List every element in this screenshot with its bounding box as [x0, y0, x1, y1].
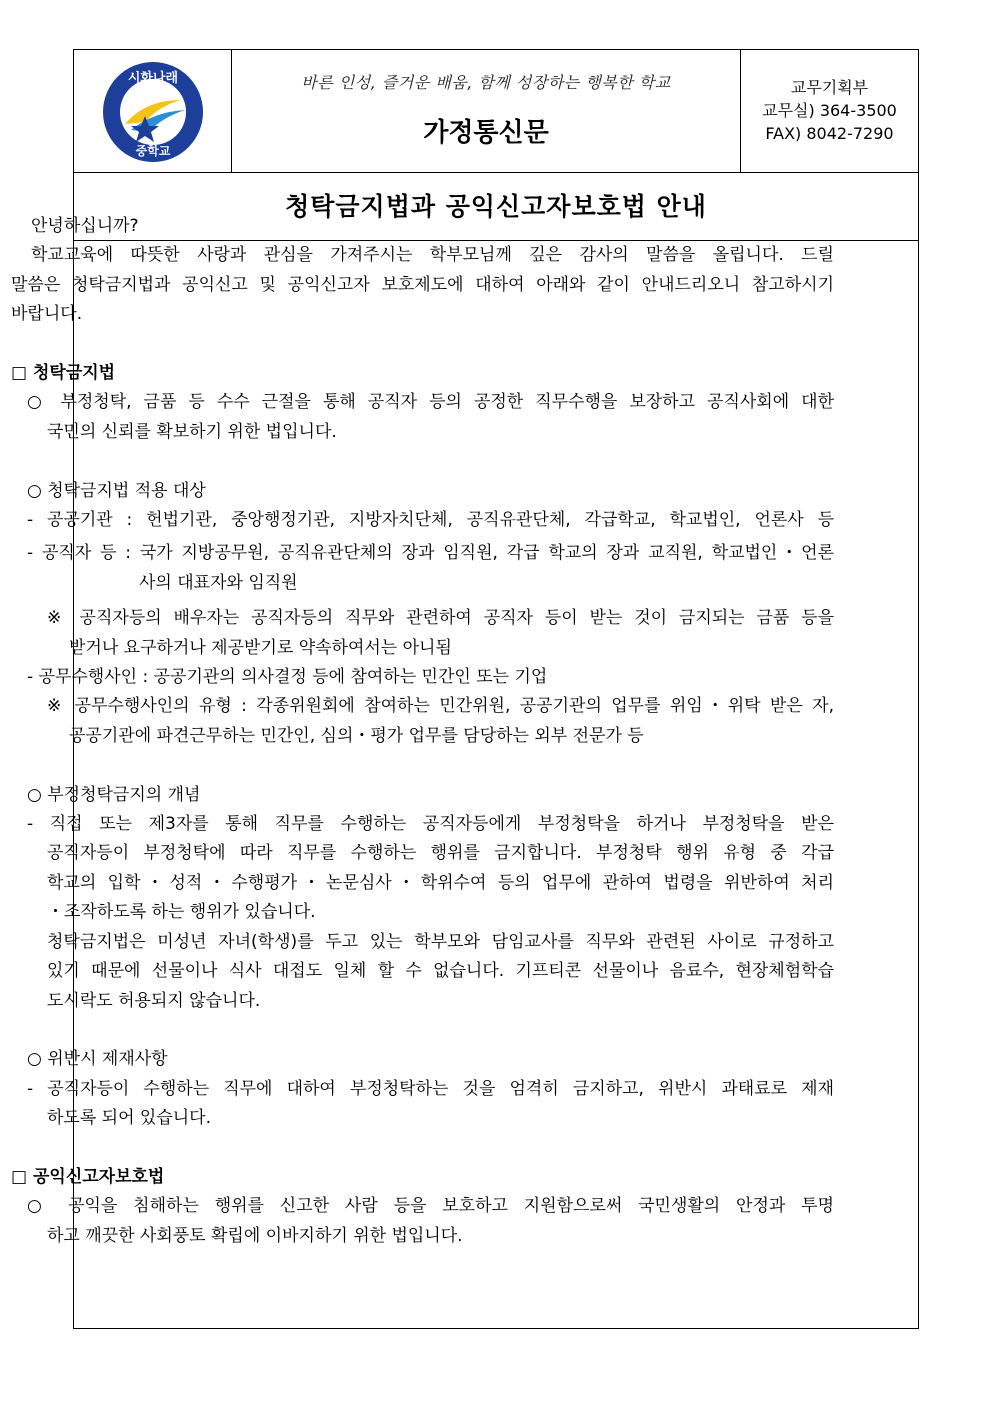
whistleblower-purpose-line: 하고 깨끗한 사회풍토 확립에 이바지하기 위한 법입니다.: [47, 1225, 463, 1246]
masthead-title: 가정통신문: [423, 118, 549, 148]
public-orgs-line: - 공공기관 : 헌법기관, 중앙행정기관, 지방자치단체, 공직유관단체, 각급학교, 학교법인, 언론사 등: [27, 510, 834, 531]
officials-line: - 공직자 등 : 국가 지방공무원, 공직유관단체의 장과 임직원, 각급 학교의 장과 교직원, 학교법인・언론: [27, 543, 834, 564]
section-heading-anti-graft: □ 청탁금지법: [11, 363, 116, 384]
document-body: [11, 212, 834, 1251]
officials-line: 사의 대표자와 임직원: [139, 572, 298, 593]
section-heading-whistleblower: □ 공익신고자보호법: [11, 1166, 165, 1187]
concept-heading: ○ 부정청탁금지의 개념: [27, 784, 201, 805]
school-logo-icon: [101, 60, 205, 164]
intro-line: 말씀은 청탁금지법과 공익신고 및 공익신고자 보호제도에 대하여 아래와 같이 안내드리오니 참고하시기: [11, 274, 834, 295]
concept-line: - 직접 또는 제3자를 통해 직무를 수행하는 공직자등에게 부정청탁을 하거나 부정청탁을 받은: [27, 814, 834, 835]
private-agent-line: - 공무수행사인 : 공공기관의 의사결정 등에 참여하는 민간인 또는 기업: [27, 667, 548, 688]
masthead-cell: [232, 50, 741, 172]
document-title: 청탁금지법과 공익신고자보호법 안내: [285, 192, 707, 221]
spouse-note-line: ※ 공직자등의 배우자는 공직자등의 직무와 관련하여 공직자 등이 받는 것이 금지되는 금품 등을: [47, 608, 834, 629]
purpose-line: ○ 부정청탁, 금품 등 수수 근절을 통해 공직자 등의 공정한 직무수행을 보장하고 공직사회에 대한: [27, 392, 834, 413]
greeting: 안녕하십니까?: [31, 216, 139, 236]
fax-number: FAX) 8042-7290: [765, 124, 894, 143]
concept-line: ・조작하도록 하는 행위가 있습니다.: [47, 902, 316, 923]
concept-line: 학교의 입학・성적・수행평가・논문심사・학위수여 등의 업무에 관하여 법령을 위반하여 처리: [47, 872, 834, 893]
concept-line: 공직자등이 부정청탁에 따라 직무를 수행하는 행위를 금지합니다. 부정청탁 행위 유형 중 각급: [47, 843, 834, 864]
purpose-line: 국민의 신뢰를 확보하기 위한 법입니다.: [47, 421, 337, 442]
spouse-note-line: 받거나 요구하거나 제공받기로 약속하여서는 아니됨: [69, 637, 452, 658]
concept-line: 청탁금지법은 미성년 자녀(학생)를 두고 있는 학부모와 담임교사를 직무와 관련된 사이로 규정하고: [47, 931, 834, 952]
school-motto: 바른 인성, 즐거운 배움, 함께 성장하는 행복한 학교: [301, 73, 671, 92]
agent-note-line: ※ 공무수행사인의 유형 : 각종위원회에 참여하는 민간위원, 공공기관의 업무를 위임・위탁 받은 자,: [47, 696, 834, 717]
agent-note-line: 공공기관에 파견근무하는 민간인, 심의・평가 업무를 담당하는 외부 전문가 등: [69, 725, 644, 746]
sanction-line: 하도록 되어 있습니다.: [47, 1108, 212, 1129]
contact-cell: [741, 50, 918, 172]
scope-heading: ○ 청탁금지법 적용 대상: [27, 480, 206, 501]
department: 교무기획부: [790, 78, 869, 97]
logo-cell: [74, 50, 232, 172]
svg-text:시화나래: 시화나래: [127, 71, 179, 86]
sanction-heading: ○ 위반시 제재사항: [27, 1049, 168, 1070]
concept-line: 있기 때문에 선물이나 식사 대접도 일체 할 수 없습니다. 기프티콘 선물이나 음료수, 현장체험학습: [47, 961, 834, 982]
intro-line: 학교교육에 따뜻한 사랑과 관심을 가져주시는 학부모님께 깊은 감사의 말씀을 올립니다. 드릴: [31, 245, 834, 266]
sanction-line: - 공직자등이 수행하는 직무에 대하여 부정청탁하는 것을 엄격히 금지하고, 위반시 과태료로 제재: [27, 1078, 834, 1099]
phone-number: 교무실) 364-3500: [762, 101, 897, 120]
whistleblower-purpose-line: ○ 공익을 침해하는 행위를 신고한 사람 등을 보호하고 지원함으로써 국민생활의 안정과 투명: [27, 1196, 834, 1217]
concept-line: 도시락도 허용되지 않습니다.: [47, 990, 261, 1011]
intro-line: 바랍니다.: [11, 304, 83, 325]
header-row: [74, 50, 918, 173]
svg-text:중학교: 중학교: [135, 144, 171, 158]
